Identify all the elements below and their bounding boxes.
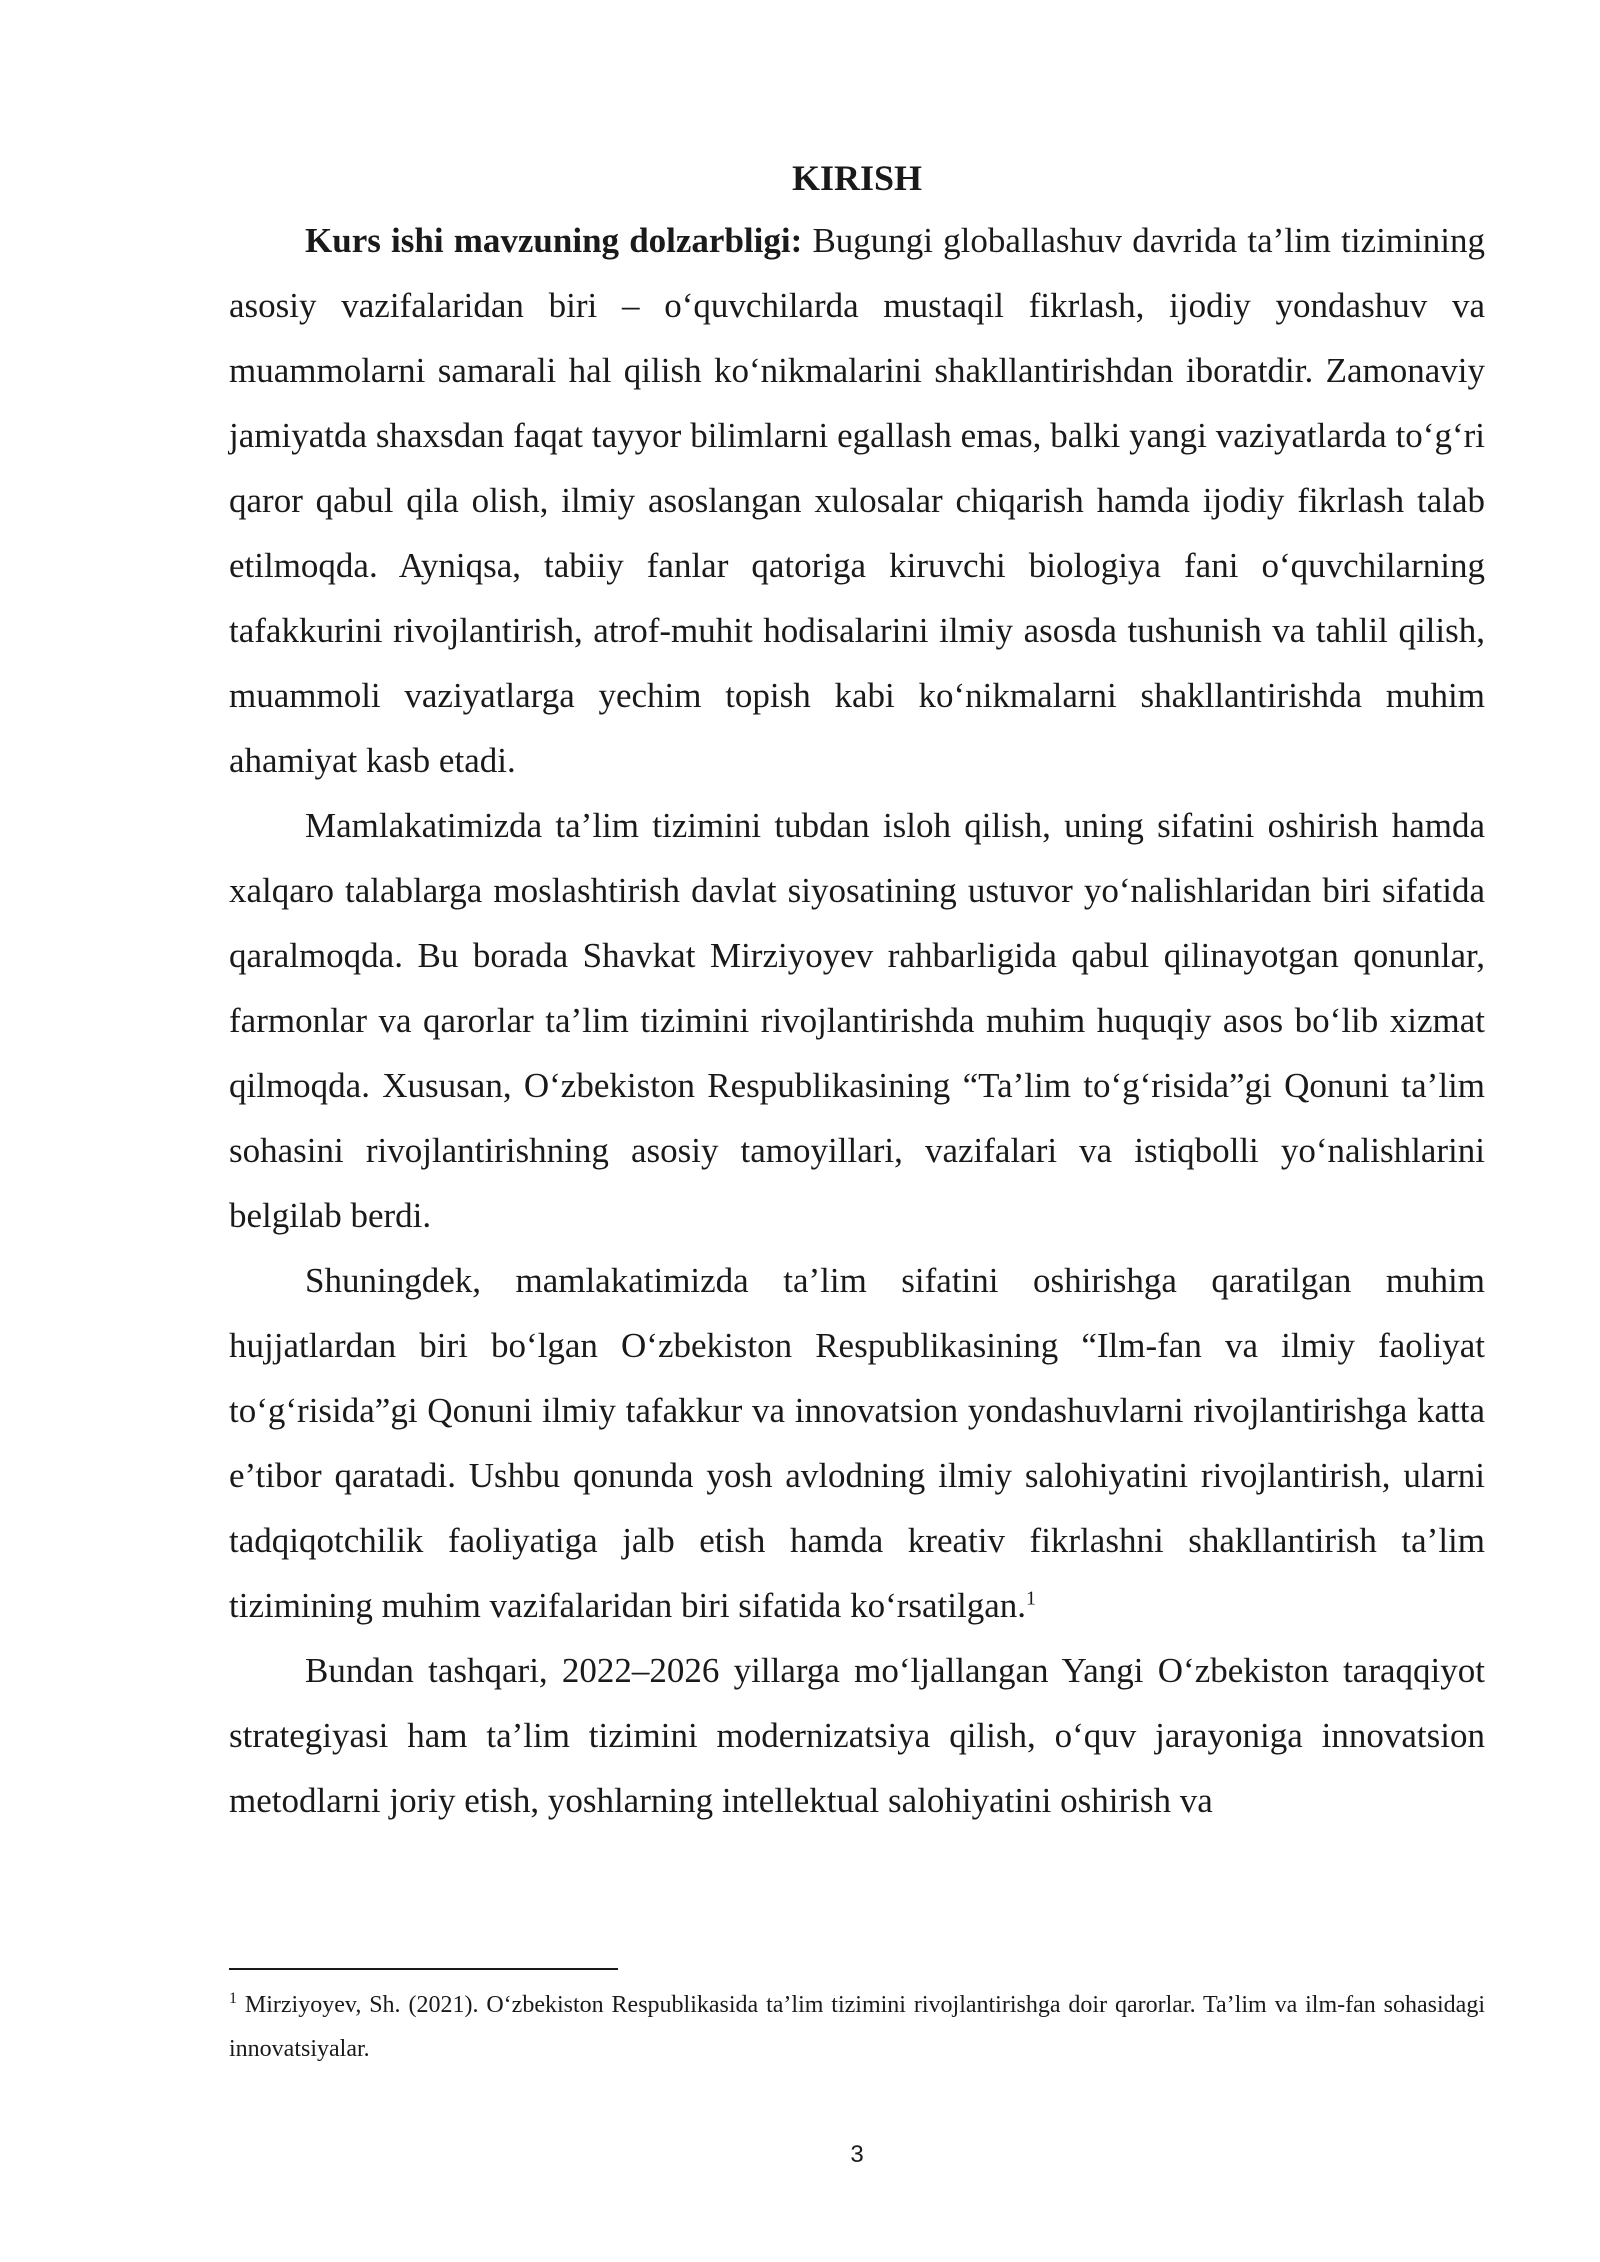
paragraph-science-law: [229, 1248, 1485, 1638]
paragraph-relevance: [229, 208, 1485, 793]
body-text: [229, 208, 1485, 1833]
paragraph-text: Bundan tashqari, 2022–2026 yillarga mo‘ljallangan Yangi O‘zbekiston taraqqiyot strategiyasi ham ta’lim tizimini modernizatsiya qilish, o‘quv jarayoniga innovatsion metodlarni joriy etish, yoshlarning intellektual salohiyatini oshirish va: [229, 1651, 1485, 1820]
footnote-separator: [229, 1968, 618, 1970]
footnote: [229, 1983, 1485, 2071]
paragraph-lead-heading: Kurs ishi mavzuning dolzarbligi:: [305, 221, 803, 260]
paragraph-education-reform: [229, 793, 1485, 1248]
paragraph-text: Shuningdek, mamlakatimizda ta’lim sifatini oshirishga qaratilgan muhim hujjatlardan biri bo‘lgan O‘zbekiston Respublikasining “Ilm-fan va ilmiy faoliyat to‘g‘risida”gi Qonuni ilmiy tafakkur va innovatsion yondashuvlarni rivojlantirishga katta e’tibor qaratadi. Ushbu qonunda yosh avlodning ilmiy salohiyatini rivojlantirish, ularni tadqiqotchilik faoliyatiga jalb etish hamda kreativ fikrlashni shakllantirish ta’lim tizimining muhim vazifalaridan biri sifatida ko‘rsatilgan.: [229, 1261, 1485, 1625]
paragraph-development-strategy: [229, 1638, 1485, 1833]
document-page: [229, 0, 1485, 2262]
section-title: KIRISH: [791, 158, 923, 198]
paragraph-text: Bugungi globallashuv davrida ta’lim tizimining asosiy vazifalaridan biri – o‘quvchilarda mustaqil fikrlash, ijodiy yondashuv va muammolarni samarali hal qilish ko‘nikmalarini shakllantirishdan iboratdir. Zamonaviy jamiyatda shaxsdan faqat tayyor bilimlarni egallash emas, balki yangi vaziyatlarda to‘g‘ri qaror qabul qila olish, ilmiy asoslangan xulosalar chiqarish hamda ijodiy fikrlash talab etilmoqda. Ayniqsa, tabiiy fanlar qatoriga kiruvchi biologiya fani o‘quvchilarning tafakkurini rivojlantirish, atrof-muhit hodisalarini ilmiy asosda tushunish va tahlil qilish, muammoli vaziyatlarga yechim topish kabi ko‘nikmalarni shakllantirishda muhim ahamiyat kasb etadi.: [229, 221, 1485, 780]
footnote-reference[interactable]: 1: [1026, 1587, 1037, 1610]
footnote-number: 1: [229, 1990, 237, 2007]
footnote-text: Mirziyoyev, Sh. (2021). O‘zbekiston Respublikasida ta’lim tizimini rivojlantirishga doir qarorlar. Ta’lim va ilm-fan sohasidagi innovatsiyalar.: [229, 1992, 1485, 2062]
paragraph-text: Mamlakatimizda ta’lim tizimini tubdan isloh qilish, uning sifatini oshirish hamda xalqaro talablarga moslashtirish davlat siyosatining ustuvor yo‘nalishlaridan biri sifatida qaralmoqda. Bu borada Shavkat Mirziyoyev rahbarligida qabul qilinayotgan qonunlar, farmonlar va qarorlar ta’lim tizimini rivojlantirishda muhim huquqiy asos bo‘lib xizmat qilmoqda. Xususan, O‘zbekiston Respublikasining “Ta’lim to‘g‘risida”gi Qonuni ta’lim sohasini rivojlantirishning asosiy tamoyillari, vazifalari va istiqbolli yo‘nalishlarini belgilab berdi.: [229, 806, 1485, 1235]
page-number: 3: [850, 2141, 864, 2168]
